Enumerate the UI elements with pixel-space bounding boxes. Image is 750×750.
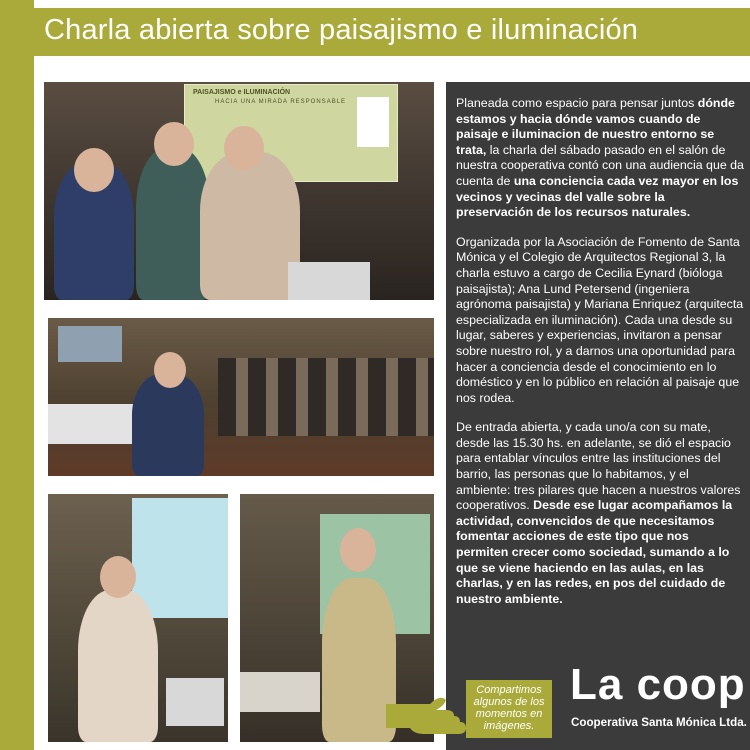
article-paragraph-2: Organizada por la Asociación de Fomento de Santa Mónica y el Colegio de Arquitectos Regional 3, la charla estuvo a cargo de Cecilia Eynard (bióloga paisajista); Ana Lund Petersend (ingeniera agrónoma paisajista) y Mariana Enriquez (arquitecta especializada en iluminación). Cada una desde su lugar, saberes y experiencias, invitaron a pensar sobre nuestro rol, y a darnos una oportunidad para hacer a conciencia desde el conocimiento en lo doméstico y en lo público en relación al paisaje que nos rodea. (456, 234, 744, 405)
left-accent-strip (0, 0, 34, 750)
laptop (288, 262, 370, 300)
photos-tagline: Compartimos algunos de los momentos en imágenes. (466, 680, 552, 738)
person-left-head (74, 148, 114, 192)
laptop (166, 678, 224, 726)
article-body (456, 96, 744, 621)
projection-screen (132, 498, 228, 618)
audience-group (218, 358, 434, 436)
cooperative-name: Cooperativa Santa Mónica Ltda. (571, 716, 747, 729)
standing-speaker-head (154, 352, 186, 388)
photo-audience (48, 318, 434, 476)
slide-logo (357, 97, 389, 147)
page-title: Charla abierta sobre paisajismo e iluminación (44, 14, 639, 46)
slide-subtitle: HACIA UNA MIRADA RESPONSABLE (215, 99, 347, 105)
la-coop-logo: La coop (570, 660, 746, 709)
article-paragraph-3: De entrada abierta, y cada uno/a con su mate, desde las 15.30 hs. en adelante, se dió el espacio para entablar vínculos entre las instituciones del barrio, las personas que lo habitamos, y el ambiente: tres pilares que hacen a nuestros valores cooperativos. Desde ese lugar acompañamos la actividad, convencidos de que necesitamos fomentar acciones de este tipo que nos permiten crecer como sociedad, sumando a lo que se viene haciendo en las aulas, en las charlas, y en las redes, en pos del cuidado de nuestro ambiente. (456, 420, 741, 606)
pointing-hand-icon (384, 690, 468, 736)
photo-speaker-blue-screen (48, 494, 228, 742)
window (58, 326, 122, 362)
speaker-head (340, 528, 376, 572)
speaker-head (100, 556, 136, 598)
photo-speakers (44, 82, 434, 300)
standing-speaker (132, 374, 204, 476)
article-paragraph-1: Planeada como espacio para pensar juntos dónde estamos y hacia dónde vamos cuando de paisaje e iluminacion de nuestro entorno se trata, la charla del sábado pasado en el salón de nuestra cooperativa contó con una audiencia que da cuenta de una conciencia cada vez mayor en los vecinos y vecinas del valle sobre la preservación de los recursos naturales. (456, 96, 744, 220)
table (240, 672, 320, 712)
person-right (200, 152, 300, 300)
person-middle-head (154, 122, 194, 166)
person-right-head (224, 126, 264, 170)
slide-title: PAISAJISMO e ILUMINACIÓN (193, 89, 291, 96)
person-middle (136, 148, 210, 300)
speaker (78, 590, 158, 742)
